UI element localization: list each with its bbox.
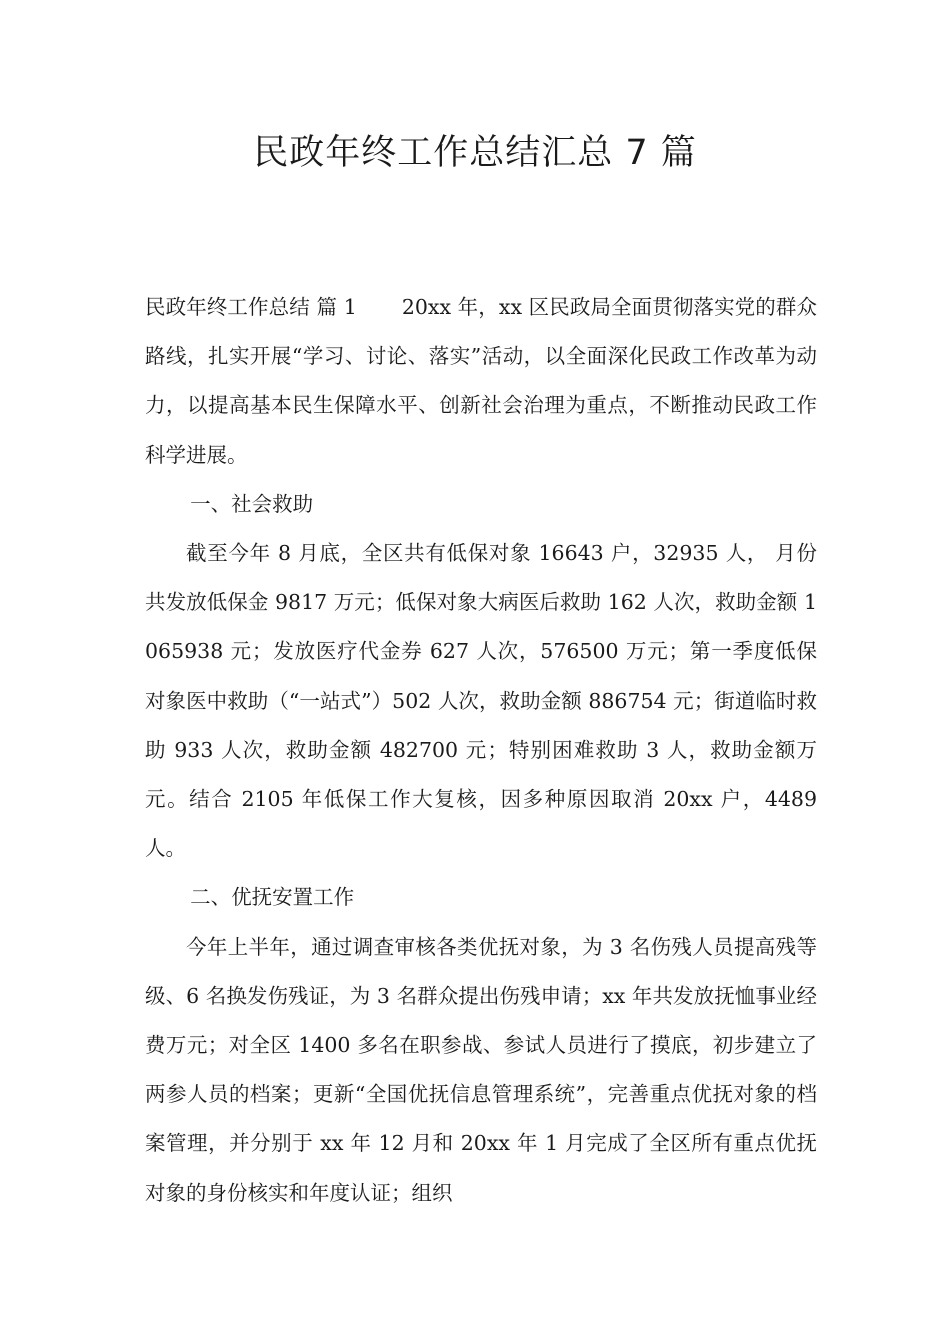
intro-label: 民政年终工作总结 篇 1 [145, 295, 357, 319]
intro-paragraph [145, 283, 817, 480]
section-heading-social-assistance: 一、社会救助 [190, 491, 314, 516]
section-text-preferential-care: 今年上半年，通过调查审核各类优抚对象，为 3 名伤残人员提高残等级、6 名换发伤残证，为 3 名群众提出伤残申请；xx 年共发放抚恤事业经费万元；对全区 1400 多名在职参战、参试人员进行了摸底，初步建立了两参人员的档案；更新“全国优抚信息管理系统”，完善重点优抚对象的档案管理，并分别于 xx 年 12 月和 20xx 年 1 月完成了全区所有重点优抚对象的身份核实和年度认证；组织 [145, 934, 817, 1205]
intro-text: 20xx 年，xx 区民政局全面贯彻落实党的群众路线，扎实开展“学习、讨论、落实”活动，以全面深化民政工作改革为动力，以提高基本民生保障水平、创新社会治理为重点，不断推动民政工作科学进展。 [145, 295, 817, 467]
document-body [145, 283, 817, 1218]
section-heading-preferential-care: 二、优抚安置工作 [190, 885, 355, 910]
document-title: 民政年终工作总结汇总 7 篇 [253, 133, 697, 173]
section-text-social-assistance: 截至今年 8 月底，全区共有低保对象 16643 户，32935 人， 月份共发放低保金 9817 万元；低保对象大病医后救助 162 人次，救助金额 1065938 元；发放医疗代金券 627 人次，576500 万元；第一季度低保对象医中救助（“一站式”）502 人次，救助金额 886754 元；街道临时救助 933 人次，救助金额 482700 元；特别困难救助 3 人，救助金额万元。结合 2105 年低保工作大复核，因多种原因取消 20xx 户，4489 人。 [145, 541, 817, 861]
